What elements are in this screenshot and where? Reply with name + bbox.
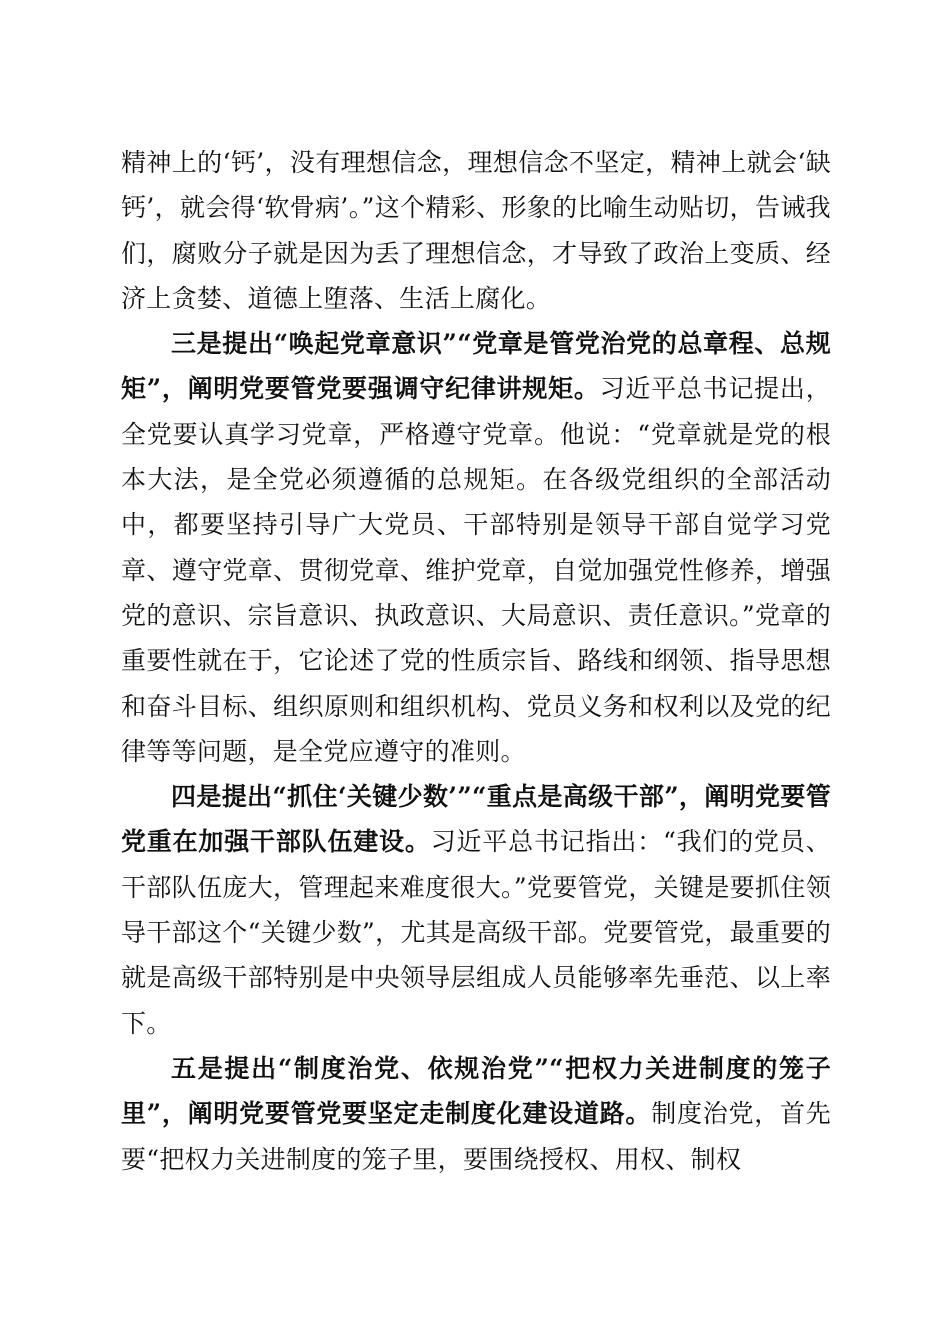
paragraph-text: 习近平总书记指出：“我们的党员、干部队伍庞大，管理起来难度很大。”党要管党，关键是要抓住领导干部这个“关键少数”，尤其是高级干部。党要管党，最重要的就是高级干部特别是中央领导层组成人员能够率先垂范、以上率下。 — [121, 827, 831, 1038]
paragraph-point-four — [121, 774, 831, 1046]
paragraph-point-five — [121, 1046, 831, 1182]
paragraph-lead: 五是提出“制度治党、依规治党”“把权力关进制度的笼子里”，阐明党要管党要坚定走制度化建设道路。 — [121, 1053, 831, 1129]
paragraph-lead: 四是提出“抓住‘关键少数’”“重点是高级干部”，阐明党要管党重在加强干部队伍建设。 — [121, 782, 831, 857]
paragraph-continuation — [121, 140, 831, 321]
document-body — [121, 140, 831, 1182]
paragraph-lead: 三是提出“唤起党章意识”“党章是管党治党的总章程、总规矩”，阐明党要管党要强调守纪律讲规矩。 — [121, 329, 831, 404]
paragraph-text: 制度治党，首先要“把权力关进制度的笼子里，要围绕授权、用权、制权 — [121, 1099, 831, 1174]
paragraph-point-three — [121, 321, 831, 774]
paragraph-text: 习近平总书记提出，全党要认真学习党章，严格遵守党章。他说：“党章就是党的根本大法，是全党必须遵循的总规矩。在各级党组织的全部活动中，都要坚持引导广大党员、干部特别是领导干部自觉学习党章、遵守党章、贯彻党章、维护党章，自觉加强党性修养，增强党的意识、宗旨意识、执政意识、大局意识、责任意识。”党章的重要性就在于，它论述了党的性质宗旨、路线和纲领、指导思想和奋斗目标、组织原则和组织机构、党员义务和权利以及党的纪律等等问题，是全党应遵守的准则。 — [121, 374, 831, 766]
paragraph-text: 精神上的‘钙’，没有理想信念，理想信念不坚定，精神上就会‘缺钙’，就会得‘软骨病’。”这个精彩、形象的比喻生动贴切，告诫我们，腐败分子就是因为丢了理想信念，才导致了政治上变质、经济上贪婪、道德上堕落、生活上腐化。 — [121, 148, 831, 313]
